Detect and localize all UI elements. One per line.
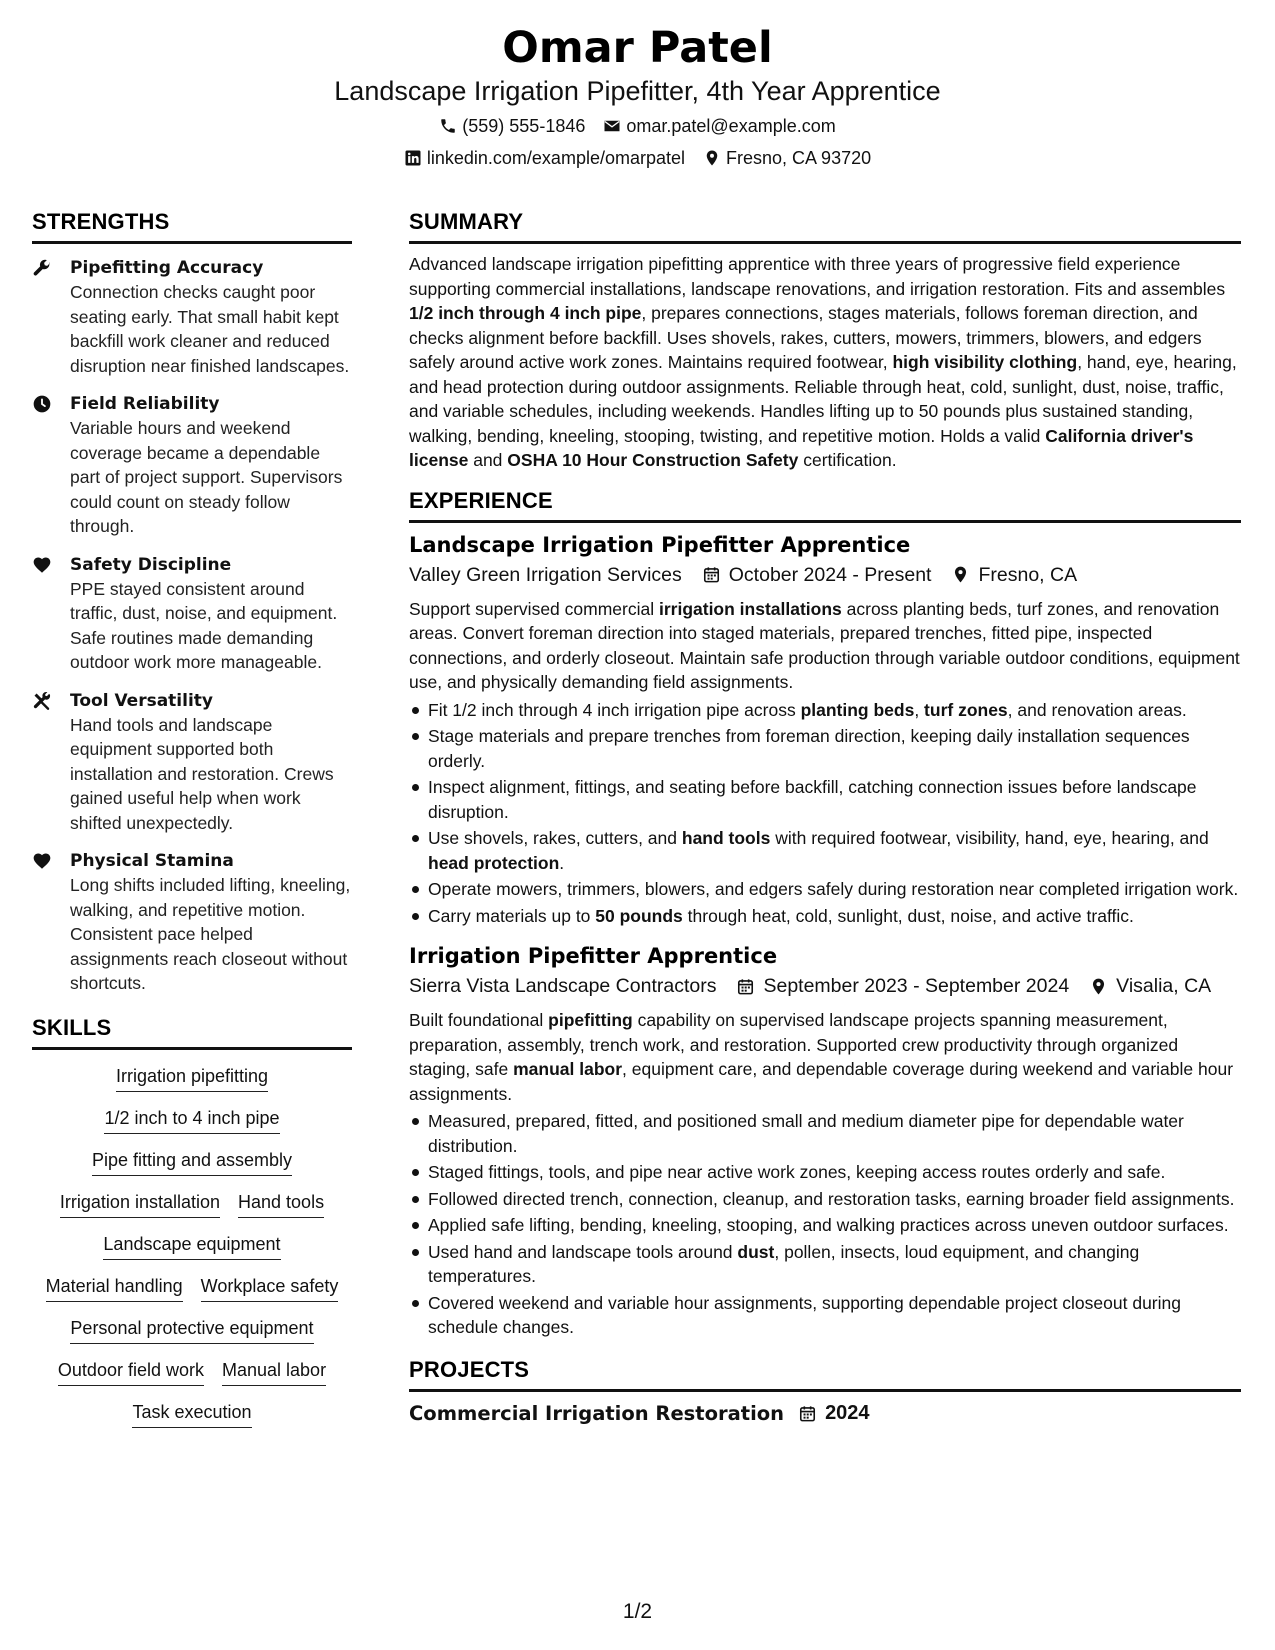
contact-row-2 [0, 146, 1275, 170]
heart-icon [32, 555, 52, 575]
strength-title: Physical Stamina [70, 851, 234, 871]
job-bullet: Carry materials up to 50 pounds through heat, cold, sunlight, dust, noise, and active traffic. [409, 904, 1241, 929]
strength-desc: Connection checks caught poor seating early. That small habit kept backfill work cleaner and reduced disruption near finished landscapes. [70, 282, 350, 376]
skill-tag: Material handling [46, 1274, 183, 1302]
job-bullet: Measured, prepared, fitted, and positioned small and medium diameter pipe for dependable water distribution. [409, 1109, 1241, 1158]
job-location: Fresno, CA [978, 563, 1078, 586]
job-location: Visalia, CA [1116, 975, 1212, 997]
skill-tag: Landscape equipment [103, 1232, 280, 1260]
job-company: Valley Green Irrigation Services [409, 563, 682, 586]
candidate-title: Landscape Irrigation Pipefitter, 4th Year Apprentice [334, 76, 941, 106]
strengths-heading: STRENGTHS [32, 208, 352, 244]
job-meta [409, 972, 1241, 1000]
skill-tag: 1/2 inch to 4 inch pipe [104, 1106, 279, 1134]
strength-desc: PPE stayed consistent around traffic, dust, noise, and equipment. Safe routines made demanding outdoor work more manageable. [70, 578, 338, 672]
job-bullet: Covered weekend and variable hour assignments, supporting dependable project closeout during schedule changes. [409, 1291, 1241, 1340]
linkedin-contact[interactable] [404, 146, 685, 170]
job-entry [409, 942, 1241, 1340]
strength-title: Field Reliability [70, 394, 220, 414]
linkedin-icon [404, 149, 422, 167]
experience-section [409, 487, 1241, 1340]
location-text: Fresno, CA 93720 [726, 148, 872, 168]
strength-title: Pipefitting Accuracy [70, 258, 264, 278]
job-role: Irrigation Pipefitter Apprentice [409, 944, 778, 968]
project-entry [409, 1400, 1241, 1428]
strength-desc: Long shifts included lifting, kneeling, walking, and repetitive motion. Consistent pace helped assignments reach closeout without shortcuts. [70, 875, 351, 993]
skill-tag: Hand tools [238, 1190, 324, 1218]
candidate-name: Omar Patel [502, 23, 773, 73]
skill-tag: Task execution [132, 1400, 251, 1428]
map-pin-icon [1089, 977, 1108, 996]
job-bullet: Used hand and landscape tools around dust, pollen, insects, loud equipment, and changing temperatures. [409, 1240, 1241, 1289]
job-company: Sierra Vista Landscape Contractors [409, 975, 717, 997]
job-entry [409, 531, 1241, 929]
strength-title: Tool Versatility [70, 690, 213, 711]
project-name: Commercial Irrigation Restoration [409, 1401, 785, 1425]
projects-section [409, 1356, 1241, 1428]
job-meta [409, 561, 1241, 589]
map-pin-icon [951, 565, 970, 584]
calendar-icon [702, 565, 721, 584]
strength-item [32, 849, 352, 996]
strength-item [32, 689, 352, 836]
job-bullet: Operate mowers, trimmers, blowers, and edgers safely during restoration near completed irrigation work. [409, 877, 1241, 902]
summary-heading: SUMMARY [409, 208, 1241, 244]
phone-contact[interactable] [439, 114, 585, 138]
clock-icon [32, 394, 52, 414]
contact-row-1 [0, 114, 1275, 138]
phone-text: (559) 555-1846 [462, 116, 586, 136]
skill-tag: Personal protective equipment [70, 1316, 313, 1344]
page-number: 1/2 [622, 1600, 653, 1623]
experience-heading: EXPERIENCE [409, 487, 1241, 523]
skill-tag: Manual labor [222, 1358, 326, 1386]
email-text: omar.patel@example.com [626, 116, 836, 136]
job-bullet: Staged fittings, tools, and pipe near active work zones, keeping access routes orderly and safe. [409, 1160, 1241, 1185]
envelope-icon [603, 117, 621, 135]
skills-list [32, 1064, 352, 1428]
skill-tag: Pipe fitting and assembly [92, 1148, 292, 1176]
linkedin-text: linkedin.com/example/omarpatel [426, 148, 686, 168]
skill-tag: Outdoor field work [58, 1358, 204, 1386]
strength-item [32, 256, 352, 378]
job-bullet: Inspect alignment, fittings, and seating before backfill, catching connection issues before landscape disruption. [409, 775, 1241, 824]
job-bullet: Applied safe lifting, bending, kneeling, stooping, and walking practices across uneven outdoor surfaces. [409, 1213, 1241, 1238]
tools-icon [32, 691, 52, 711]
strength-desc: Hand tools and landscape equipment supported both installation and restoration. Crews gained useful help when work shifted unexpectedly. [70, 714, 334, 833]
heart-icon [32, 851, 52, 871]
strengths-list [32, 256, 352, 996]
job-role: Landscape Irrigation Pipefitter Apprentice [409, 532, 911, 557]
right-column [409, 208, 1241, 1428]
job-summary: Support supervised commercial irrigation installations across planting beds, turf zones, and renovation areas. Convert foreman direction into staged materials, prepared trenches, fitted pipe, inspected connections, and orderly closeout. Maintain safe production through variable outdoor conditions, equipment use, and physically demanding field assignments. [409, 598, 1240, 692]
resume-header [0, 22, 1275, 170]
skill-tag: Irrigation installation [60, 1190, 220, 1218]
skills-heading: SKILLS [32, 1014, 352, 1050]
job-dates: October 2024 - Present [728, 563, 932, 586]
job-bullet: Followed directed trench, connection, cleanup, and restoration tasks, earning broader field assignments. [409, 1187, 1241, 1212]
phone-icon [439, 117, 457, 135]
strength-desc: Variable hours and weekend coverage became a dependable part of project support. Supervisors could count on steady follow through. [70, 418, 343, 536]
left-column [32, 208, 352, 1428]
location-contact [703, 146, 871, 170]
job-summary: Built foundational pipefitting capability on supervised landscape projects spanning measurement, preparation, assembly, trench work, and restoration. Supported crew productivity through organized staging, safe manual labor, equipment care, and dependable coverage during weekend and variable hour assignments. [409, 1010, 1234, 1104]
project-year: 2024 [825, 1402, 870, 1424]
calendar-icon [736, 977, 755, 996]
job-bullet: Stage materials and prepare trenches from foreman direction, keeping daily installation sequences orderly. [409, 724, 1241, 773]
email-contact[interactable] [603, 114, 835, 138]
summary-text: Advanced landscape irrigation pipefitting apprentice with three years of progressive field experience supporting commercial installations, landscape renovations, and irrigation restoration. Fits and assembles 1/2 inch through 4 inch pipe, prepares connections, stages materials, follows foreman direction, and checks alignment before backfill. Uses shovels, rakes, cutters, mowers, trimmers, blowers, and edgers safely around active work zones. Maintains required footwear, high visibility clothing, hand, eye, hearing, and head protection during outdoor assignments. Reliable through heat, cold, sunlight, dust, noise, traffic, and variable schedules, including weekends. Handles lifting up to 50 pounds plus sustained standing, walking, bending, kneeling, stooping, twisting, and repetitive motion. Holds a valid California driver's license and OSHA 10 Hour Construction Safety certification. [409, 254, 1237, 470]
job-bullet: Fit 1/2 inch through 4 inch irrigation pipe across planting beds, turf zones, and renovation areas. [409, 698, 1241, 723]
strength-item [32, 553, 352, 675]
wrench-icon [32, 258, 52, 278]
job-bullets [409, 698, 1241, 929]
skill-tag: Workplace safety [201, 1274, 339, 1302]
strength-title: Safety Discipline [70, 554, 232, 575]
job-dates: September 2023 - September 2024 [763, 975, 1070, 997]
skill-tag: Irrigation pipefitting [116, 1064, 268, 1092]
projects-heading: PROJECTS [409, 1356, 1241, 1392]
job-bullet: Use shovels, rakes, cutters, and hand tools with required footwear, visibility, hand, eye, hearing, and head protection. [409, 826, 1241, 875]
calendar-icon [798, 1404, 817, 1423]
job-bullets [409, 1109, 1241, 1340]
map-pin-icon [703, 149, 721, 167]
strength-item [32, 392, 352, 539]
